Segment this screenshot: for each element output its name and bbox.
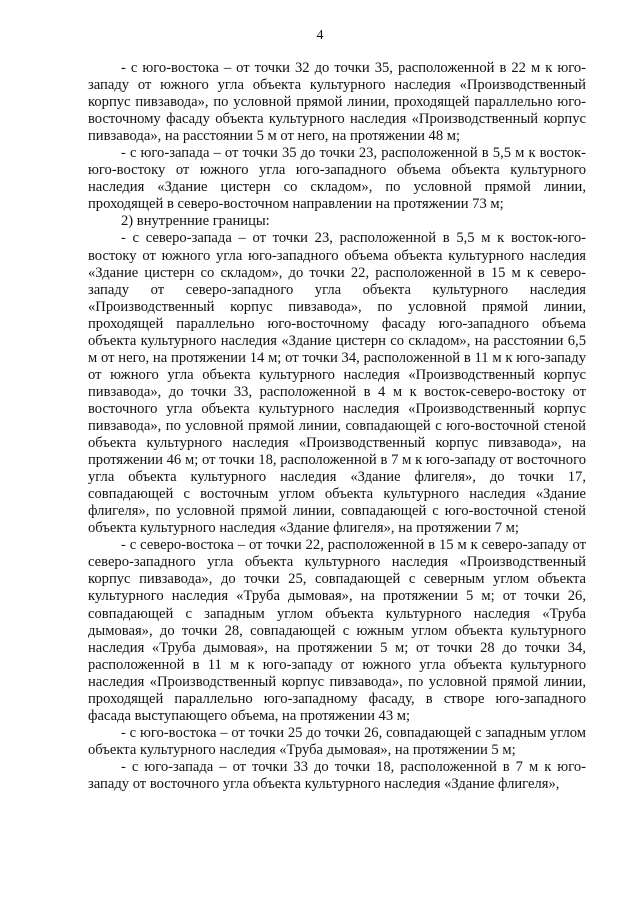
paragraph-internal-boundaries-heading: 2) внутренние границы: (121, 213, 270, 230)
paragraph-southeast-internal-boundary: - с юго-востока – от точки 25 до точки 26, совпадающей с западным углом объекта культурного наследия «Труба дымовая», на протяжении 5 м; (88, 724, 586, 758)
paragraph-southwest-boundary: - с юго-запада – от точки 35 до точки 23, расположенной в 5,5 м к восток-юго-востоку от южного угла юго-западного объема объекта культурного наследия «Здание цистерн со складом», по условной прямой линии, проходящей в северо-восточном направлении на протяжении 73 м; (88, 145, 586, 213)
paragraph-southwest-internal-boundary: - с юго-запада – от точки 33 до точки 18, расположенной в 7 м к юго-западу от восточного угла объекта культурного наследия «Здание флигеля», (88, 758, 586, 792)
body-text (88, 60, 586, 793)
paragraph-southeast-boundary: - с юго-востока – от точки 32 до точки 35, расположенной в 22 м к юго-западу от южного угла объекта культурного наследия «Производственный корпус пивзавода», по условной прямой линии, проходящей параллельно юго-восточному фасаду объекта культурного наследия «Производственный корпус пивзавода», на расстоянии 5 м от него, на протяжении 48 м; (88, 60, 586, 145)
page-number: 4 (316, 28, 324, 43)
paragraph-northwest-internal-boundary: - с северо-запада – от точки 23, расположенной в 5,5 м к восток-юго-востоку от южного угла юго-западного объема объекта культурного наследия «Здание цистерн со складом», до точки 22, расположенной в 15 м к северо-западу от северо-западного угла объекта культурного наследия «Производственный корпус пивзавода», по условной прямой линии, проходящей параллельно юго-восточному фасаду юго-западного объема объекта культурного наследия «Здание цистерн со складом», на расстоянии 6,5 м от него, на протяжении 14 м; от точки 34, расположенной в 11 м к юго-западу от южного угла объекта культурного наследия «Производственный корпус пивзавода», до точки 33, расположенной в 4 м к восток-северо-востоку от восточного угла объекта культурного наследия «Производственный корпус пивзавода», по условной прямой линии, совпадающей с юго-восточной стеной объекта культурного наследия «Производственный корпус пивзавода», на протяжении 46 м; от точки 18, расположенной в 7 м к юго-западу от восточного угла объекта культурного наследия «Здание флигеля», до точки 17, совпадающей с восточным углом объекта культурного наследия «Здание флигеля», по условной прямой линии, совпадающей с юго-восточной стеной объекта культурного наследия «Здание флигеля», на протяжении 7 м; (88, 230, 586, 537)
paragraph-northeast-internal-boundary: - с северо-востока – от точки 22, расположенной в 15 м к северо-западу от северо-западного угла объекта культурного наследия «Производственный корпус пивзавода», до точки 25, совпадающей с северным углом объекта культурного наследия «Труба дымовая», на протяжении 5 м; от точки 26, совпадающей с западным углом объекта культурного наследия «Труба дымовая», до точки 28, совпадающей с южным углом объекта культурного наследия «Труба дымовая», на протяжении 5 м; от точки 28 до точки 34, расположенной в 11 м к юго-западу от южного угла объекта культурного наследия «Производственный корпус пивзавода», по условной прямой линии, проходящей параллельно юго-западному фасаду, в створе юго-западного фасада выступающего объема, на протяжении 43 м; (88, 537, 586, 724)
